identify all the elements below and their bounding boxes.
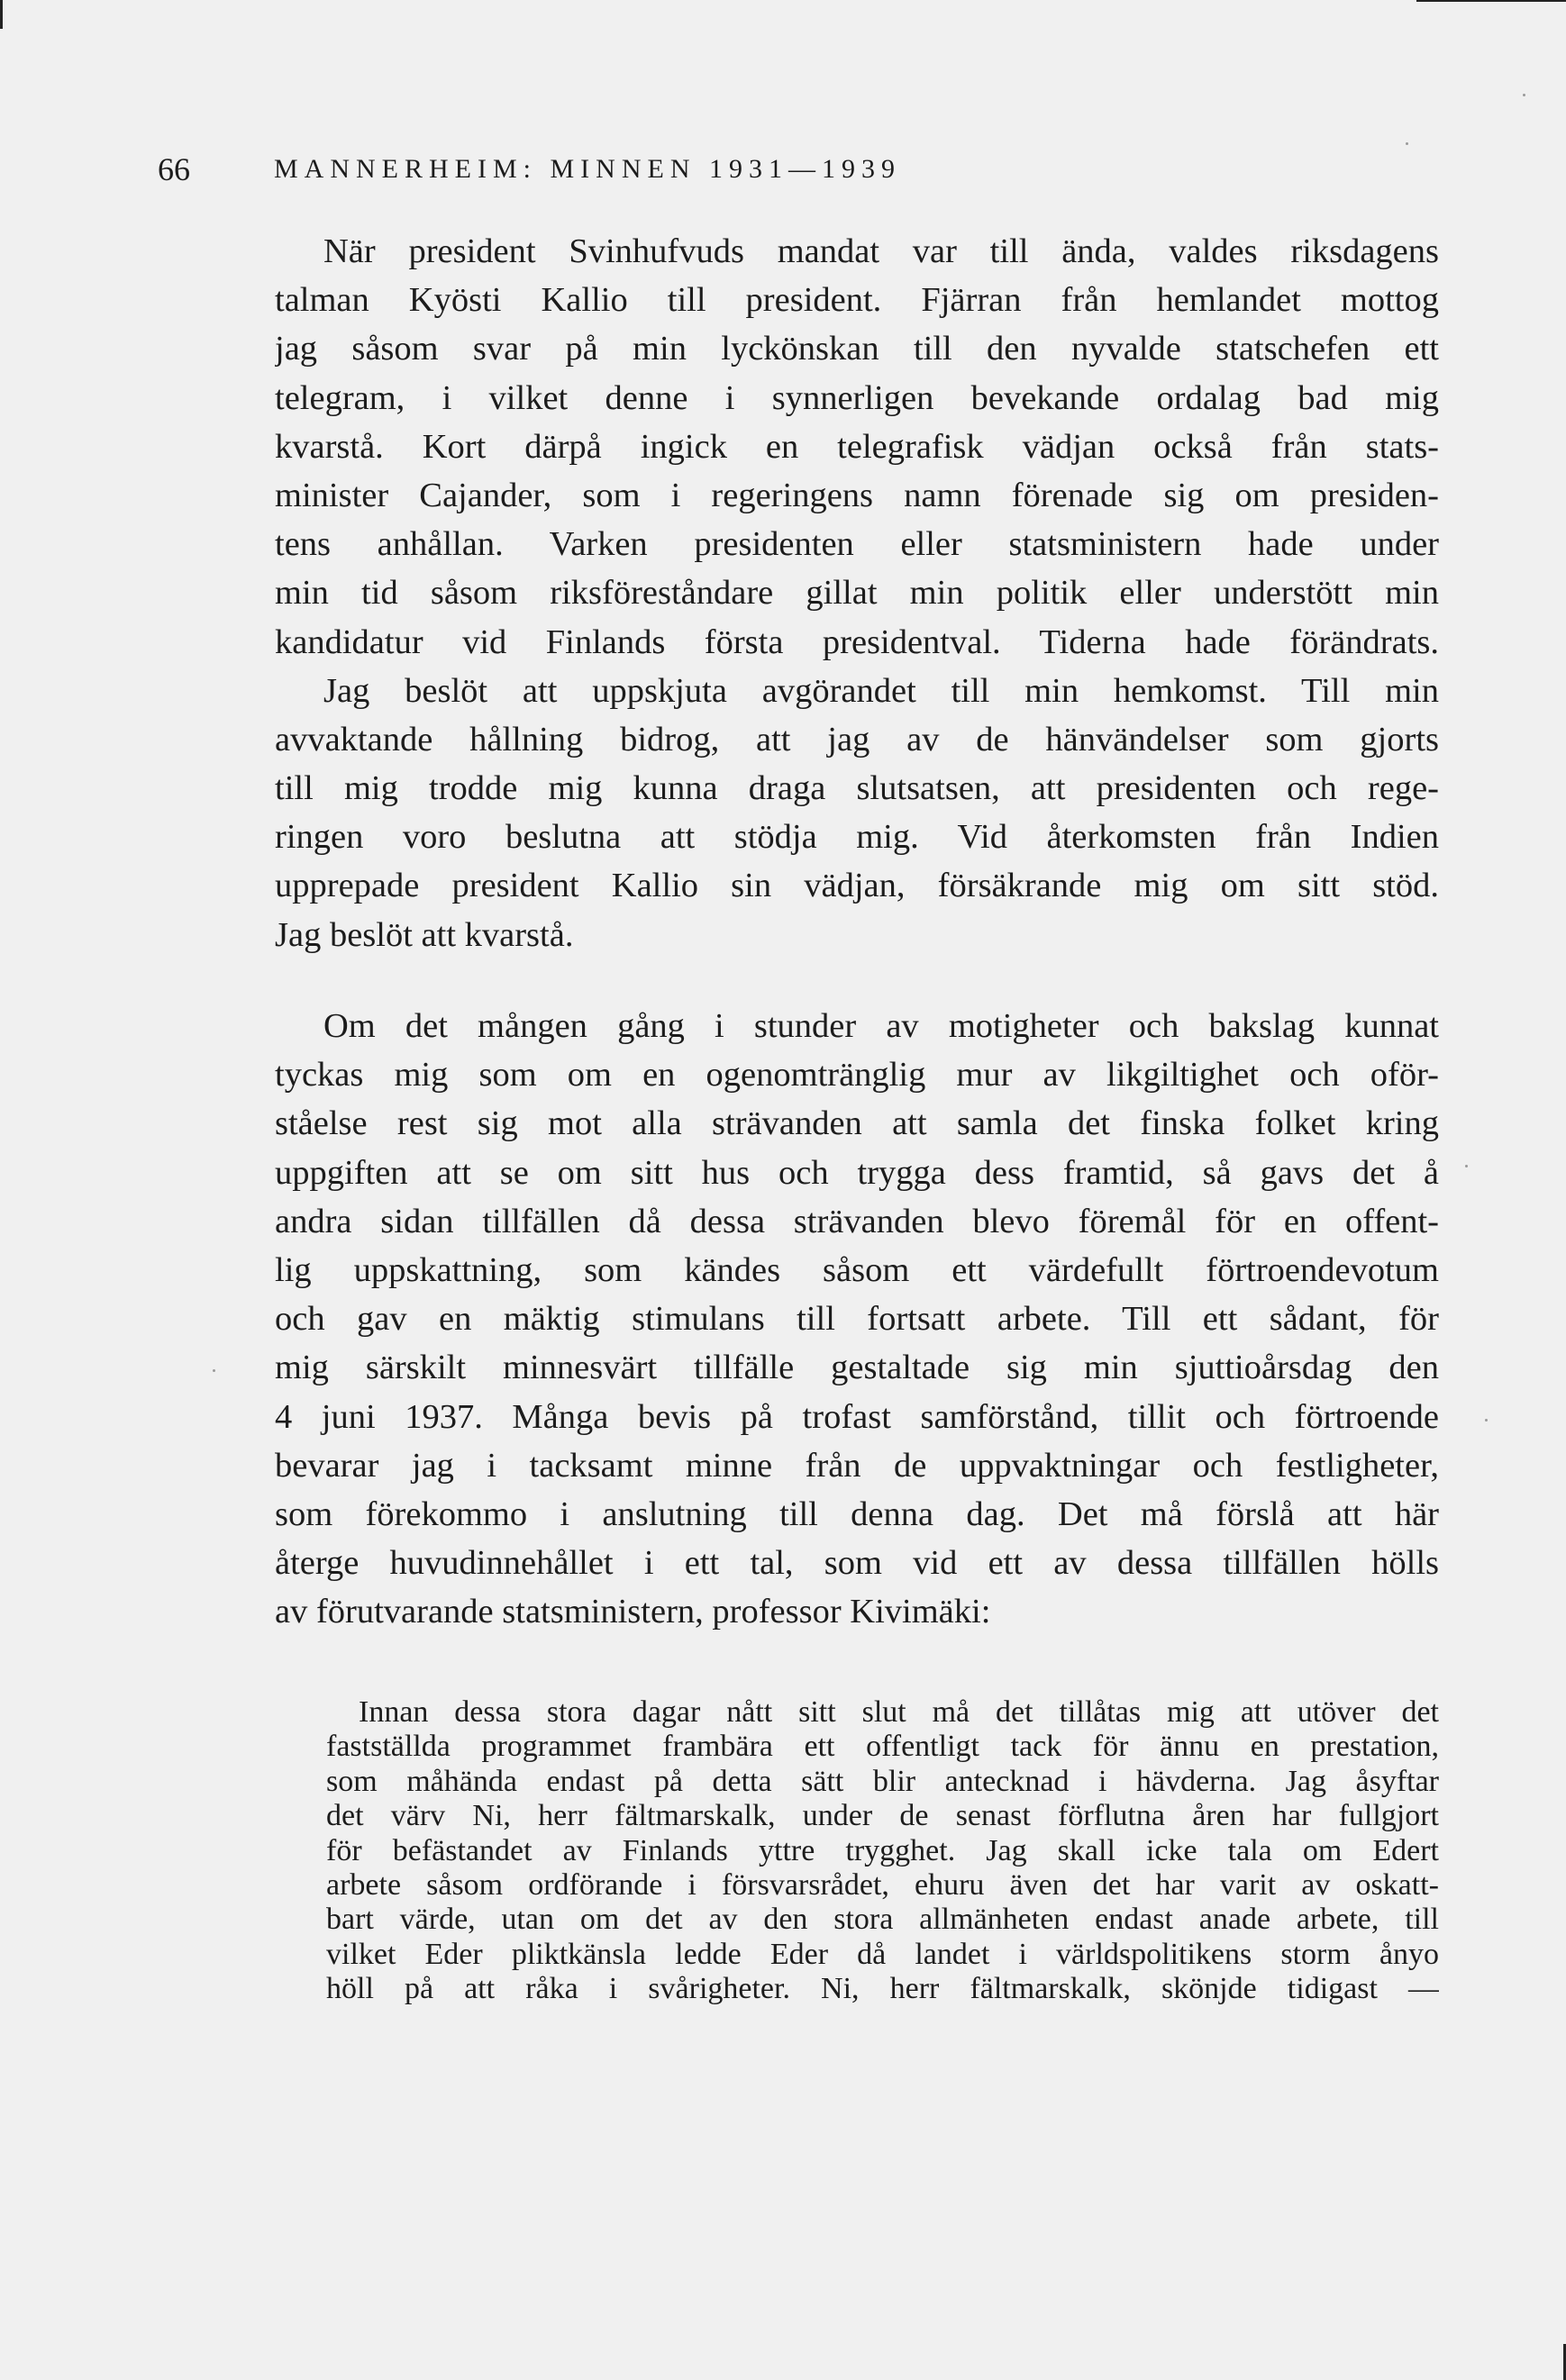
scan-edge-mark xyxy=(0,0,3,29)
quote-line: vilket Eder pliktkänsla ledde Eder då landet i världspolitikens storm ånyo xyxy=(326,1937,1439,1971)
paper-speck xyxy=(1523,94,1525,96)
text-line: och gav en mäktig stimulans till fortsatt arbete. Till ett sådant, för xyxy=(275,1300,1439,1339)
quote-line: det värv Ni, herr fältmarskalk, under de senast förflutna åren har fullgjort xyxy=(326,1799,1439,1833)
paragraph-1 xyxy=(275,227,1439,667)
quote-line: höll på att råka i svårigheter. Ni, herr fältmarskalk, skönjde tidigast — xyxy=(326,1972,1439,2006)
scan-edge-mark xyxy=(1416,0,1566,2)
paper-speck xyxy=(1485,1419,1488,1422)
text-line: Jag beslöt att uppskjuta avgörandet till min hemkomst. Till min xyxy=(323,671,1439,710)
text-line: tens anhållan. Varken presidenten eller statsministern hade under xyxy=(275,525,1439,564)
text-line: kvarstå. Kort därpå ingick en telegrafisk vädjan också från stats- xyxy=(275,427,1439,466)
text-line: Jag beslöt att kvarstå. xyxy=(275,915,574,954)
text-line: min tid såsom riksföreståndare gillat min politik eller understött min xyxy=(275,574,1439,613)
paper-speck xyxy=(1465,1165,1468,1167)
text-line: jag såsom svar på min lyckönskan till den nyvalde statschefen ett xyxy=(275,330,1439,368)
text-line: tyckas mig som om en ogenomtränglig mur av likgiltighet och oför- xyxy=(275,1056,1439,1095)
text-line: återge huvudinnehållet i ett tal, som vid ett av dessa tillfällen hölls xyxy=(275,1544,1439,1583)
quote-line: bart värde, utan om det av den stora allmänheten endast anade arbete, till xyxy=(326,1903,1439,1937)
paragraph-3 xyxy=(275,1002,1439,1636)
section-2 xyxy=(275,1002,1439,1636)
text-line: lig uppskattning, som kändes såsom ett värdefullt förtroendevotum xyxy=(275,1250,1439,1289)
text-line: ståelse rest sig mot alla strävanden att samla det finska folket kring xyxy=(275,1104,1439,1143)
text-line: 4 juni 1937. Många bevis på trofast samförstånd, tillit och förtroende xyxy=(275,1397,1439,1436)
text-line: Om det mången gång i stunder av motigheter och bakslag kunnat xyxy=(323,1007,1439,1045)
text-line: uppgiften att se om sitt hus och trygga dess framtid, så gavs det å xyxy=(275,1153,1439,1192)
quote-line: fastställda programmet frambära ett offentligt tack för ännu en prestation, xyxy=(326,1730,1439,1764)
page-number: 66 xyxy=(158,151,190,187)
paper-speck xyxy=(213,1369,215,1372)
text-line: som förekommo i anslutning till denna dag. Det må förslå att här xyxy=(275,1494,1439,1533)
running-head xyxy=(158,147,1455,192)
text-line: avvaktande hållning bidrog, att jag av de hänvändelser som gjorts xyxy=(275,720,1439,759)
text-line: kandidatur vid Finlands första presidentval. Tiderna hade förändrats. xyxy=(275,622,1439,661)
quote-line: som måhända endast på detta sätt blir antecknad i hävderna. Jag åsyftar xyxy=(326,1764,1439,1798)
text-line: telegram, i vilket denne i synnerligen bevekande ordalag bad mig xyxy=(275,378,1439,417)
text-line: upprepade president Kallio sin vädjan, försäkrande mig om sitt stöd. xyxy=(275,867,1439,905)
text-line: minister Cajander, som i regeringens namn förenade sig om presiden- xyxy=(275,476,1439,514)
text-line: När president Svinhufvuds mandat var till ända, valdes riksdagens xyxy=(323,232,1439,270)
text-line: andra sidan tillfällen då dessa strävanden blevo föremål för en offent- xyxy=(275,1202,1439,1240)
text-line: mig särskilt minnesvärt tillfälle gestaltade sig min sjuttioårsdag den xyxy=(275,1349,1439,1387)
text-line: av förutvarande statsministern, professor Kivimäki: xyxy=(275,1593,991,1631)
text-line: ringen voro beslutna att stödja mig. Vid återkomsten från Indien xyxy=(275,818,1439,857)
paper-speck xyxy=(1406,142,1408,145)
running-title: MANNERHEIM: MINNEN 1931—1939 xyxy=(274,154,901,184)
quote-line: för befästandet av Finlands yttre trygghet. Jag skall icke tala om Edert xyxy=(326,1833,1439,1867)
section-1 xyxy=(275,227,1439,959)
text-line: talman Kyösti Kallio till president. Fjärran från hemlandet mottog xyxy=(275,281,1439,320)
block-quote xyxy=(326,1695,1439,2007)
quote-line: Innan dessa stora dagar nått sitt slut må det tillåtas mig att utöver det xyxy=(359,1695,1439,1729)
quote-line: arbete såsom ordförande i försvarsrådet, ehuru även det har varit av oskatt- xyxy=(326,1867,1439,1902)
paragraph-2 xyxy=(275,667,1439,959)
text-line: bevarar jag i tacksamt minne från de uppvaktningar och festligheter, xyxy=(275,1446,1439,1485)
text-line: till mig trodde mig kunna draga slutsatsen, att presidenten och rege- xyxy=(275,769,1439,808)
